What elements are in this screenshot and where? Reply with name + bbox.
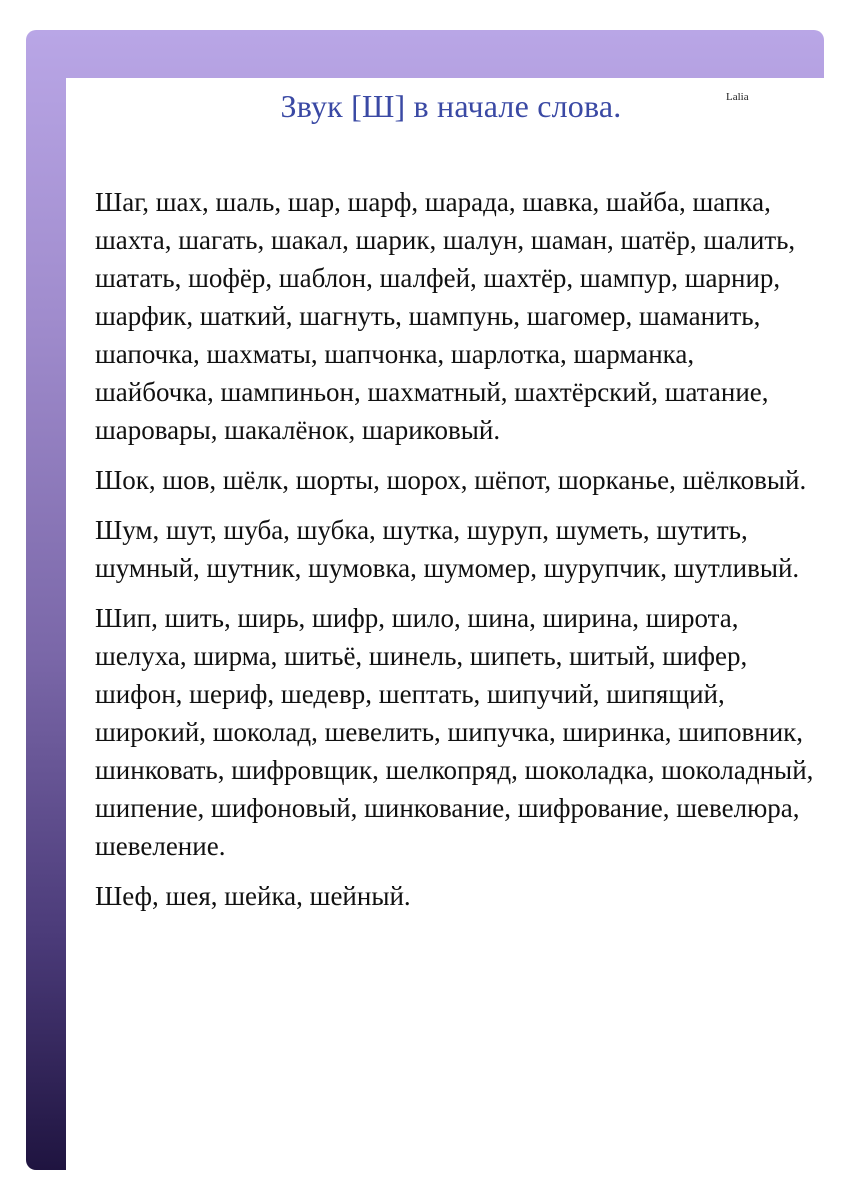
word-list (95, 183, 815, 927)
worksheet-page (66, 78, 836, 1181)
paragraph-shi: Шип, шить, ширь, шифр, шило, шина, ширина, широта, шелуха, ширма, шитьё, шинель, шипеть, шитый, шифер, шифон, шериф, шедевр, шептать, шипучий, шипящий, широкий, шоколад, шевелить, шипучка, ширинка, шиповник, шинковать, шифровщик, шелкопряд, шоколадка, шоколадный, шипение, шифоновый, шинкование, шифрование, шевелюра, шевеление. (95, 603, 814, 861)
page-title: Звук [Ш] в начале слова. (280, 88, 622, 124)
paragraph-sho: Шок, шов, шёлк, шорты, шорох, шёпот, шорканье, шёлковый. (95, 465, 807, 495)
page-border-frame (26, 30, 824, 1170)
paragraph-she: Шеф, шея, шейка, шейный. (95, 881, 411, 911)
brand-label: Lalia (726, 91, 749, 103)
paragraph-shu: Шум, шут, шуба, шубка, шутка, шуруп, шуметь, шутить, шумный, шутник, шумовка, шумомер, шурупчик, шутливый. (95, 515, 800, 583)
paragraph-sha: Шаг, шах, шаль, шар, шарф, шарада, шавка, шайба, шапка, шахта, шагать, шакал, шарик, шалун, шаман, шатёр, шалить, шатать, шофёр, шаблон, шалфей, шахтёр, шампур, шарнир, шарфик, шаткий, шагнуть, шампунь, шагомер, шаманить, шапочка, шахматы, шапчонка, шарлотка, шарманка, шайбочка, шампиньон, шахматный, шахтёрский, шатание, шаровары, шакалёнок, шариковый. (95, 187, 796, 445)
